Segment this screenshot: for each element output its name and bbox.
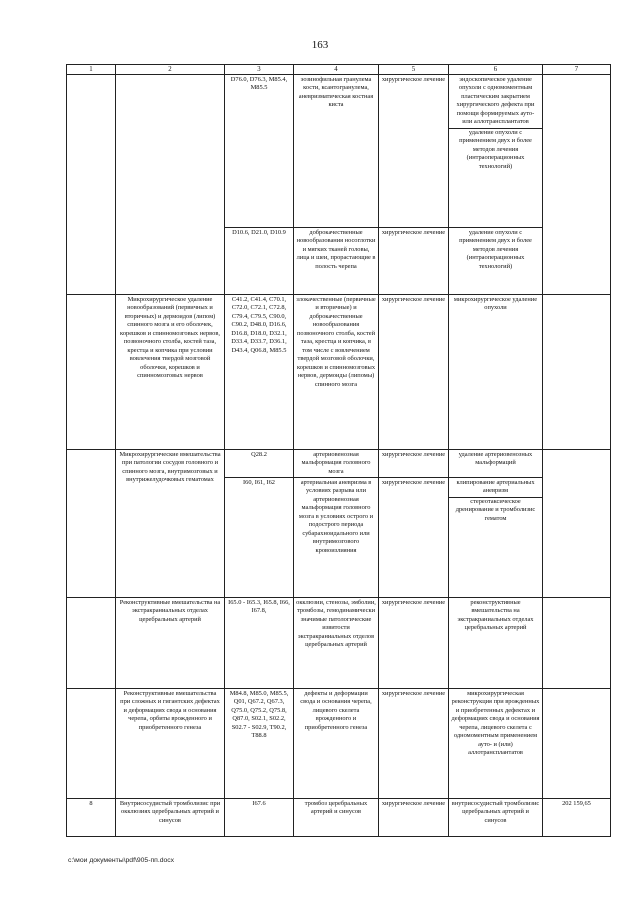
diagnosis-cell: злокачественные (первичные и вторичные) и доброкачественные новообразования позвоночного столба, костей таза, крестца и копчика, в том числе с вовлечением твердой мозговой оболочки, корешков и спинномозговых нервов, дермоиды (липомы) спинного мозга	[294, 295, 379, 450]
services-table	[66, 64, 611, 837]
icd-code-cell: D10.6, D21.0, D10.9	[225, 228, 294, 295]
icd-code-cell: I60, I61, I62	[225, 478, 294, 598]
method-detail-cell: микрохирургическое удаление опухоли	[449, 295, 543, 450]
method-detail-cell: внутрисосудистый тромболизис церебральных артерий и синусов	[449, 799, 543, 837]
diagnosis-cell: доброкачественные новообразования носоглотки и мягких тканей головы, лица и шеи, прорастающие в полость черепа	[294, 228, 379, 295]
method-cell: Микрохирургическое удаление новообразований (первичных и вторичных) и дермоидов (липом) спинного мозга и его оболочек, корешков и спинномозговых нервов, позвоночного столба, костей таза, крестца и копчика при условии вовлечения твердой мозговой оболочки, корешков и спинномозговых нервов	[116, 295, 225, 450]
treatment-type-cell: хирургическое лечение	[379, 228, 449, 295]
method-cell: Реконструктивные вмешательства на экстракраниальных отделах церебральных артерий	[116, 598, 225, 689]
method-detail-cell	[449, 478, 543, 598]
table-header-row	[67, 65, 611, 75]
footer-file-path: c:\мои документы\pdf\905-пп.docx	[68, 857, 175, 864]
method-cell: Реконструктивные вмешательства при сложных и гигантских дефектах и деформациях свода и основания черепа, орбиты врожденного и приобретенного генеза	[116, 689, 225, 799]
method-detail: эндоскопическое удаление опухоли с одномоментным пластическим закрытием хирургического дефекта при помощи формируемых ауто- или аллотрансплантатов	[456, 75, 535, 126]
treatment-type-cell: хирургическое лечение	[379, 478, 449, 598]
icd-code-cell: I65.0 - I65.3, I65.8, I66, I67.8,	[225, 598, 294, 689]
diagnosis-cell: тромбоз церебральных артерий и синусов	[294, 799, 379, 837]
header-cell: 5	[379, 65, 449, 75]
table-row	[67, 799, 611, 837]
header-cell: 7	[543, 65, 611, 75]
row-number-cell	[67, 689, 116, 799]
diagnosis-cell: артериальная аневризма в условиях разрыва или артериовенозная мальформация головного мозга в условиях острого и подострого периода субарахноидального или внутримозгового кровоизлияния	[294, 478, 379, 598]
table-row	[67, 295, 611, 450]
table-row	[67, 75, 611, 228]
row-number-cell	[67, 295, 116, 450]
cost-cell: 202 159,65	[543, 799, 611, 837]
cost-cell	[543, 598, 611, 689]
row-number-cell	[67, 450, 116, 598]
treatment-type-cell: хирургическое лечение	[379, 295, 449, 450]
method-cell	[116, 75, 225, 295]
page-number: 163	[311, 39, 329, 51]
method-cell: Микрохирургические вмешательства при патологии сосудов головного и спинного мозга, внутримозговых и внутрижелудочковых гематомах	[116, 450, 225, 598]
row-number-cell	[67, 75, 116, 295]
method-detail-cell: микрохирургическая реконструкция при врожденных и приобретенных дефектах и деформациях свода и основания черепа, лицевого скелета с одномоментным применением ауто- и (или) аллотрансплантатов	[449, 689, 543, 799]
row-number-cell	[67, 598, 116, 689]
method-detail-cell: удаление артериовенозных мальформаций	[449, 450, 543, 478]
method-detail: клипирование артериальных аневризм	[456, 478, 535, 495]
cost-cell	[543, 75, 611, 295]
table-row	[67, 689, 611, 799]
icd-code-cell: Q28.2	[225, 450, 294, 478]
icd-code-cell: C41.2, C41.4, C70.1, C72.0, C72.1, C72.8, C79.4, C79.5, C90.0, C90.2, D48.0, D16.6, D16.8, D18.0, D32.1, D33.4, D33.7, D36.1, D43.4, Q06.8, M85.5	[225, 295, 294, 450]
diagnosis-cell: артериовенозная мальформация головного мозга	[294, 450, 379, 478]
treatment-type-cell: хирургическое лечение	[379, 689, 449, 799]
diagnosis-cell: эозинофильная гранулема кости, ксантогранулема, аневризматическая костная киста	[294, 75, 379, 228]
header-cell: 4	[294, 65, 379, 75]
treatment-type-cell: хирургическое лечение	[379, 75, 449, 228]
icd-code-cell: D76.0, D76.3, M85.4, M85.5	[225, 75, 294, 228]
icd-code-cell: I67.6	[225, 799, 294, 837]
method-detail-cell	[449, 75, 543, 228]
icd-code-cell: M84.8, M85.0, M85.5, Q01, Q67.2, Q67.3, Q75.0, Q75.2, Q75.8, Q87.0, S02.1, S02.2, S02.7 - S02.9, T90.2, T88.8	[225, 689, 294, 799]
cost-cell	[543, 450, 611, 598]
table-row	[67, 450, 611, 478]
header-cell: 6	[449, 65, 543, 75]
diagnosis-cell: окклюзии, стенозы, эмболии, тромбозы, гемодинамически значимые патологические извитости экстракраниальных отделов церебральных артерий	[294, 598, 379, 689]
header-cell: 3	[225, 65, 294, 75]
method-detail: стереотаксическое дренирование и тромболизис гематом	[449, 497, 542, 523]
row-number-cell: 8	[67, 799, 116, 837]
cost-cell	[543, 295, 611, 450]
method-detail-cell: удаление опухоли с применением двух и более методов лечения (интраоперационных технологий)	[449, 228, 543, 295]
header-cell: 1	[67, 65, 116, 75]
diagnosis-cell: дефекты и деформации свода и основания черепа, лицевого скелета врожденного и приобретенного генеза	[294, 689, 379, 799]
treatment-type-cell: хирургическое лечение	[379, 450, 449, 478]
method-cell: Внутрисосудистый тромболизис при окклюзиях церебральных артерий и синусов	[116, 799, 225, 837]
method-detail: удаление опухоли с применением двух и более методов лечения (интраоперационных технологий)	[449, 128, 542, 171]
treatment-type-cell: хирургическое лечение	[379, 799, 449, 837]
treatment-type-cell: хирургическое лечение	[379, 598, 449, 689]
cost-cell	[543, 689, 611, 799]
method-detail-cell: реконструктивные вмешательства на экстракраниальных отделах церебральных артерий	[449, 598, 543, 689]
header-cell: 2	[116, 65, 225, 75]
table-row	[67, 598, 611, 689]
